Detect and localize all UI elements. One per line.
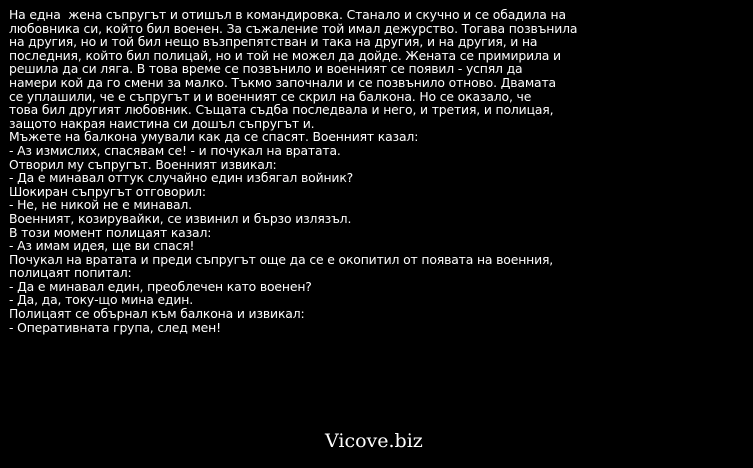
text-line: - Оперативната група, след мен! — [9, 319, 221, 335]
text-line: последния, който бил полицай, но и той не можел да дойде. Жената се примирила и — [9, 47, 561, 63]
text-line: Полицаят се обърнал към балкона и извикал: — [9, 306, 305, 322]
text-line: полицаят попитал: — [9, 265, 132, 281]
text-line: Мъжете на балкона умували как да се спасят. Военният казал: — [9, 129, 419, 145]
text-line: - Не, не никой не е минавал. — [9, 197, 192, 213]
text-line: защото накрая наистина си дошъл съпругът и. — [9, 115, 315, 131]
text-line: Шокиран съпругът отговорил: — [9, 183, 206, 199]
text-line: Отворил му съпругът. Военният извикал: — [9, 156, 277, 172]
text-line: На една жена съпругът и отишъл в командировка. Станало и скучно и се обадила на — [9, 7, 566, 22]
joke-text — [9, 8, 749, 334]
text-line: - Аз измислих, спасявам се! - и почукал на вратата. — [9, 142, 341, 158]
text-line: това бил другият любовник. Същата съдба последвала и него, и третия, и полицая, — [9, 102, 554, 118]
text-line: любовника си, който бил военен. За съжаление той имал дежурство. Тогава позвънила — [9, 20, 578, 36]
text-line: Почукал на вратата и преди съпругът още да се е окопитил от появата на военния, — [9, 251, 554, 267]
text-line: - Да е минавал оттук случайно един избягал войник? — [9, 170, 354, 186]
text-line: се уплашили, че е съпругът и и военният се скрил на балкона. Но се оказало, че — [9, 88, 532, 104]
text-line: - Аз имам идея, ще ви спася! — [9, 238, 195, 254]
text-line: на другия, но и той бил нещо възпрепятстван и така на другия, и на другия, и на — [9, 34, 538, 50]
text-line: решила да си лягa. В това време се позвънило и военният се появил - успял да — [9, 61, 523, 77]
text-line: намери кой да го смени за малко. Тъкмо започнали и се позвънило отново. Двамата — [9, 74, 556, 90]
text-line: В този момент полицаят казал: — [9, 224, 212, 240]
text-line: - Да, да, току-що мина един. — [9, 292, 193, 308]
site-watermark: Vicove.biz — [325, 430, 423, 452]
text-line: - Да е минавал един, преоблечен като военен? — [9, 278, 312, 294]
text-line: Военният, козирувайки, се извинил и бързо излязъл. — [9, 210, 352, 226]
